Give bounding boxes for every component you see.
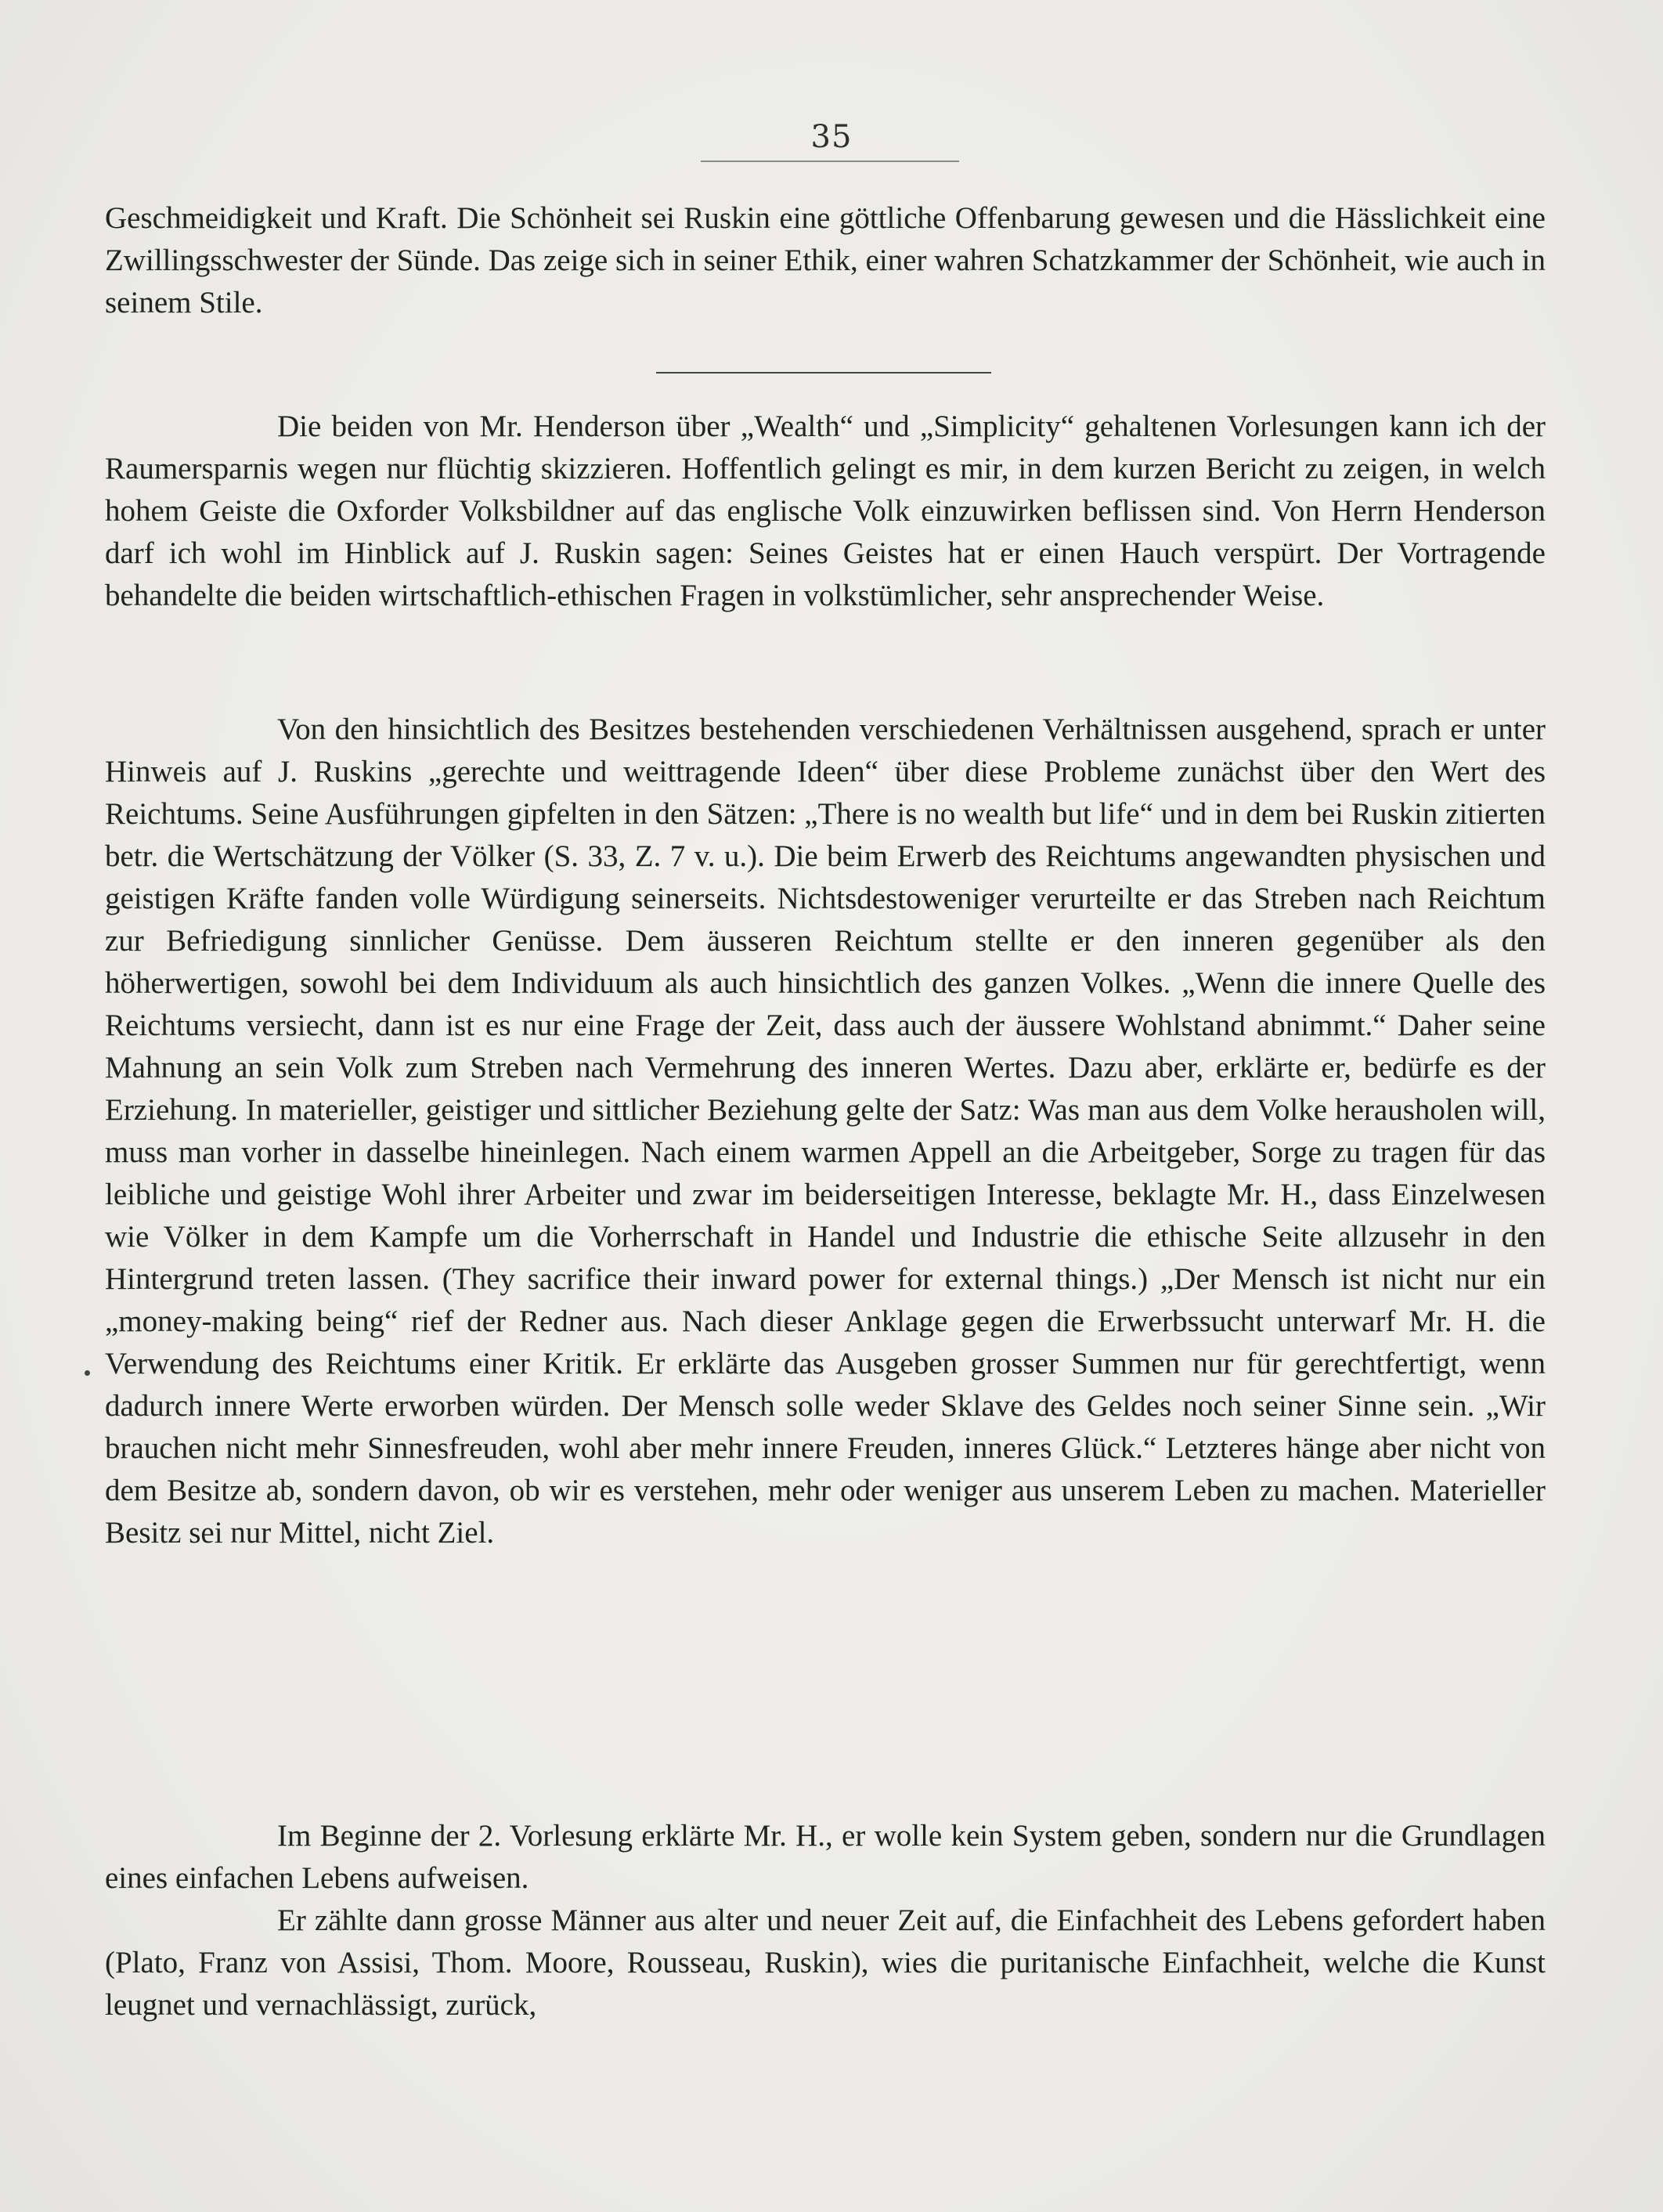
paragraph-henderson-lectures: Die beiden von Mr. Henderson über „Wealth“ und „Simplicity“ gehaltenen Vorlesungen kann ich der Raumersparnis wegen nur flüchtig skizzieren. Hoffentlich gelingt es mir, in dem kurzen Bericht zu zeigen, in welch hohem Geiste die Oxforder Volksbildner auf das englische Volk einzuwirken beflissen sind. Von Herrn Henderson darf ich wohl im Hinblick auf J. Ruskin sagen: Seines Geistes hat er einen Hauch verspürt. Der Vortragende behandelte die beiden wirtschaftlich-ethischen Fragen in volkstümlicher, sehr ansprechender Weise. — [105, 410, 1546, 612]
margin-speck — [85, 1370, 90, 1376]
paragraph-continuation: Geschmeidigkeit und Kraft. Die Schönheit sei Ruskin eine göttliche Offenbarung gewesen und die Hässlichkeit eine Zwillingsschwester der Sünde. Das zeige sich in seiner Ethik, einer wahren Schatzkammer der Schönheit, wie auch in seinem Stile. — [105, 201, 1546, 319]
page-number: 35 — [810, 119, 853, 155]
paragraph-wealth: Von den hinsichtlich des Besitzes bestehenden verschiedenen Verhältnissen ausgehend, sprach er unter Hinweis auf J. Ruskins „gerechte und weittragende Ideen“ über diese Probleme zunächst über den Wert des Reichtums. Seine Ausführungen gipfelten in den Sätzen: „There is no wealth but life“ und in dem bei Ruskin zitierten betr. die Wertschätzung der Völker (S. 33, Z. 7 v. u.). Die beim Erwerb des Reichtums angewandten physischen und geistigen Kräfte fanden volle Würdigung seinerseits. Nichtsdestoweniger verurteilte er das Streben nach Reichtum zur Befriedigung sinnlicher Genüsse. Dem äusseren Reichtum stellte er den inneren gegenüber als den höherwertigen, sowohl bei dem Individuum als auch hinsichtlich des ganzen Volkes. „Wenn die innere Quelle des Reichtums versiecht, dann ist es nur eine Frage der Zeit, dass auch der äussere Wohlstand abnimmt.“ Daher seine Mahnung an sein Volk zum Streben nach Vermehrung des inneren Wertes. Dazu aber, erklärte er, bedürfe es der Erziehung. In materieller, geistiger und sittlicher Beziehung gelte der Satz: Was man aus dem Volke herausholen will, muss man vorher in dasselbe hineinlegen. Nach einem warmen Appell an die Arbeitgeber, Sorge zu tragen für das leibliche und geistige Wohl ihrer Arbeiter und zwar im beiderseitigen Interesse, beklagte Mr. H., dass Einzelwesen wie Völker in dem Kampfe um die Vorherrschaft in Handel und Industrie die ethische Seite allzusehr in den Hintergrund treten lassen. (They sacrifice their inward power for external things.) „Der Mensch ist nicht nur ein „money-making being“ rief der Redner aus. Nach dieser Anklage gegen die Erwerbssucht unterwarf Mr. H. die Verwendung des Reichtums einer Kritik. Er erklärte das Ausgeben grosser Summen nur für gerechtfertigt, wenn dadurch innere Werte erworben würden. Der Mensch solle weder Sklave des Geldes noch seiner Sinne sein. „Wir brauchen nicht mehr Sinnesfreuden, wohl aber mehr innere Freuden, inneres Glück.“ Letzteres hänge aber nicht von dem Besitze ab, sondern davon, ob wir es verstehen, mehr oder weniger aus unserem Leben zu machen. Materieller Besitz sei nur Mittel, nicht Ziel. — [105, 713, 1546, 1550]
section-separator — [656, 372, 991, 373]
paragraph-second-lecture: Im Beginne der 2. Vorlesung erklärte Mr. H., er wolle kein System geben, sondern nur die Grundlagen eines einfachen Lebens aufweisen. — [105, 1819, 1546, 1895]
page-number-rule — [701, 161, 959, 162]
paragraph-simplicity: Er zählte dann grosse Männer aus alter und neuer Zeit auf, die Einfachheit des Lebens gefordert haben (Plato, Franz von Assisi, Thom. Moore, Rousseau, Ruskin), wies die puritanische Einfachheit, welche die Kunst leugnet und vernachlässigt, zurück, — [105, 1903, 1546, 2022]
